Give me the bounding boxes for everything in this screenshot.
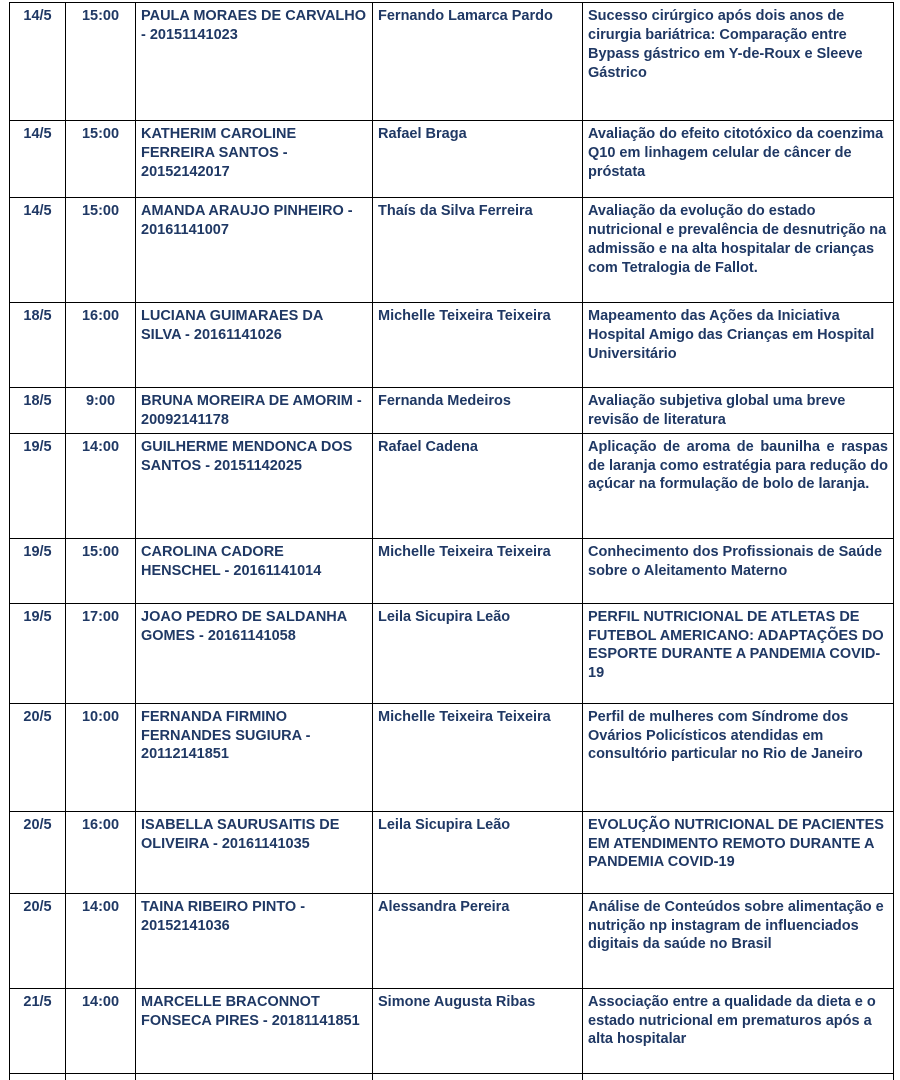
date-cell: 19/5 xyxy=(10,603,66,703)
defense-schedule-table xyxy=(9,2,894,1080)
advisor-cell: Alessandra Pereira xyxy=(373,893,583,988)
student-cell: CAROLINA CADORE HENSCHEL - 20161141014 xyxy=(136,538,373,603)
time-cell: 15:00 xyxy=(66,121,136,198)
title-cell: Conhecimento dos Profissionais de Saúde sobre o Aleitamento Materno xyxy=(583,538,894,603)
advisor-cell: Michelle Teixeira Teixeira xyxy=(373,303,583,388)
student-cell: FERNANDA FIRMINO FERNANDES SUGIURA - 20112141851 xyxy=(136,703,373,811)
title-cell: Associação entre a qualidade da dieta e o estado nutricional em prematuros após a alta hospitalar xyxy=(583,988,894,1073)
table-row xyxy=(10,3,894,121)
student-cell: PAULA MORAES DE CARVALHO - 20151141023 xyxy=(136,3,373,121)
time-cell: 16:00 xyxy=(66,303,136,388)
table-row xyxy=(10,388,894,434)
student-cell-empty xyxy=(136,1073,373,1080)
advisor-cell: Michelle Teixeira Teixeira xyxy=(373,703,583,811)
time-cell: 14:00 xyxy=(66,433,136,538)
table-row xyxy=(10,603,894,703)
table-row-empty xyxy=(10,1073,894,1080)
date-cell: 14/5 xyxy=(10,121,66,198)
date-cell: 18/5 xyxy=(10,303,66,388)
advisor-cell: Michelle Teixeira Teixeira xyxy=(373,538,583,603)
advisor-cell: Leila Sicupira Leão xyxy=(373,603,583,703)
advisor-cell-empty xyxy=(373,1073,583,1080)
time-cell: 15:00 xyxy=(66,538,136,603)
student-cell: AMANDA ARAUJO PINHEIRO - 20161141007 xyxy=(136,198,373,303)
title-cell: EVOLUÇÃO NUTRICIONAL DE PACIENTES EM ATENDIMENTO REMOTO DURANTE A PANDEMIA COVID-19 xyxy=(583,811,894,893)
advisor-cell: Rafael Braga xyxy=(373,121,583,198)
title-cell: Avaliação da evolução do estado nutricional e prevalência de desnutrição na admissão e na alta hospitalar de crianças com Tetralogia de Fallot. xyxy=(583,198,894,303)
time-cell: 10:00 xyxy=(66,703,136,811)
date-cell: 19/5 xyxy=(10,538,66,603)
title-cell: Aplicação de aroma de baunilha e raspas de laranja como estratégia para redução do açúcar na formulação de bolo de laranja. xyxy=(583,433,894,538)
advisor-cell: Fernando Lamarca Pardo xyxy=(373,3,583,121)
date-cell: 21/5 xyxy=(10,988,66,1073)
time-cell: 17:00 xyxy=(66,603,136,703)
student-cell: KATHERIM CAROLINE FERREIRA SANTOS - 20152142017 xyxy=(136,121,373,198)
time-cell: 15:00 xyxy=(66,198,136,303)
table-row xyxy=(10,811,894,893)
title-cell: PERFIL NUTRICIONAL DE ATLETAS DE FUTEBOL AMERICANO: ADAPTAÇÕES DO ESPORTE DURANTE A PANDEMIA COVID-19 xyxy=(583,603,894,703)
student-cell: LUCIANA GUIMARAES DA SILVA - 20161141026 xyxy=(136,303,373,388)
table-row xyxy=(10,303,894,388)
student-cell: ISABELLA SAURUSAITIS DE OLIVEIRA - 20161141035 xyxy=(136,811,373,893)
student-cell: JOAO PEDRO DE SALDANHA GOMES - 20161141058 xyxy=(136,603,373,703)
schedule-table-body xyxy=(10,3,894,1080)
date-cell: 19/5 xyxy=(10,433,66,538)
advisor-cell: Fernanda Medeiros xyxy=(373,388,583,434)
title-cell: Avaliação do efeito citotóxico da coenzima Q10 em linhagem celular de câncer de próstata xyxy=(583,121,894,198)
table-row xyxy=(10,433,894,538)
time-cell: 14:00 xyxy=(66,893,136,988)
title-cell: Sucesso cirúrgico após dois anos de cirurgia bariátrica: Comparação entre Bypass gástrico em Y-de-Roux e Sleeve Gástrico xyxy=(583,3,894,121)
table-row xyxy=(10,538,894,603)
date-cell: 20/5 xyxy=(10,811,66,893)
table-row xyxy=(10,988,894,1073)
student-cell: MARCELLE BRACONNOT FONSECA PIRES - 20181141851 xyxy=(136,988,373,1073)
student-cell: GUILHERME MENDONCA DOS SANTOS - 20151142025 xyxy=(136,433,373,538)
student-cell: BRUNA MOREIRA DE AMORIM - 20092141178 xyxy=(136,388,373,434)
table-row xyxy=(10,893,894,988)
time-cell: 14:00 xyxy=(66,988,136,1073)
time-cell-empty xyxy=(66,1073,136,1080)
table-row xyxy=(10,703,894,811)
date-cell: 18/5 xyxy=(10,388,66,434)
date-cell: 14/5 xyxy=(10,3,66,121)
time-cell: 9:00 xyxy=(66,388,136,434)
time-cell: 16:00 xyxy=(66,811,136,893)
date-cell: 14/5 xyxy=(10,198,66,303)
table-row xyxy=(10,198,894,303)
advisor-cell: Simone Augusta Ribas xyxy=(373,988,583,1073)
date-cell: 20/5 xyxy=(10,893,66,988)
date-cell-empty xyxy=(10,1073,66,1080)
advisor-cell: Leila Sicupira Leão xyxy=(373,811,583,893)
title-cell: Perfil de mulheres com Síndrome dos Ovários Policísticos atendidas em consultório particular no Rio de Janeiro xyxy=(583,703,894,811)
title-cell: Avaliação subjetiva global uma breve revisão de literatura xyxy=(583,388,894,434)
title-cell: Análise de Conteúdos sobre alimentação e nutrição np instagram de influenciados digitais da saúde no Brasil xyxy=(583,893,894,988)
time-cell: 15:00 xyxy=(66,3,136,121)
title-cell: Mapeamento das Ações da Iniciativa Hospital Amigo das Crianças em Hospital Universitário xyxy=(583,303,894,388)
date-cell: 20/5 xyxy=(10,703,66,811)
advisor-cell: Thaís da Silva Ferreira xyxy=(373,198,583,303)
table-row xyxy=(10,121,894,198)
advisor-cell: Rafael Cadena xyxy=(373,433,583,538)
title-cell-empty xyxy=(583,1073,894,1080)
student-cell: TAINA RIBEIRO PINTO - 20152141036 xyxy=(136,893,373,988)
